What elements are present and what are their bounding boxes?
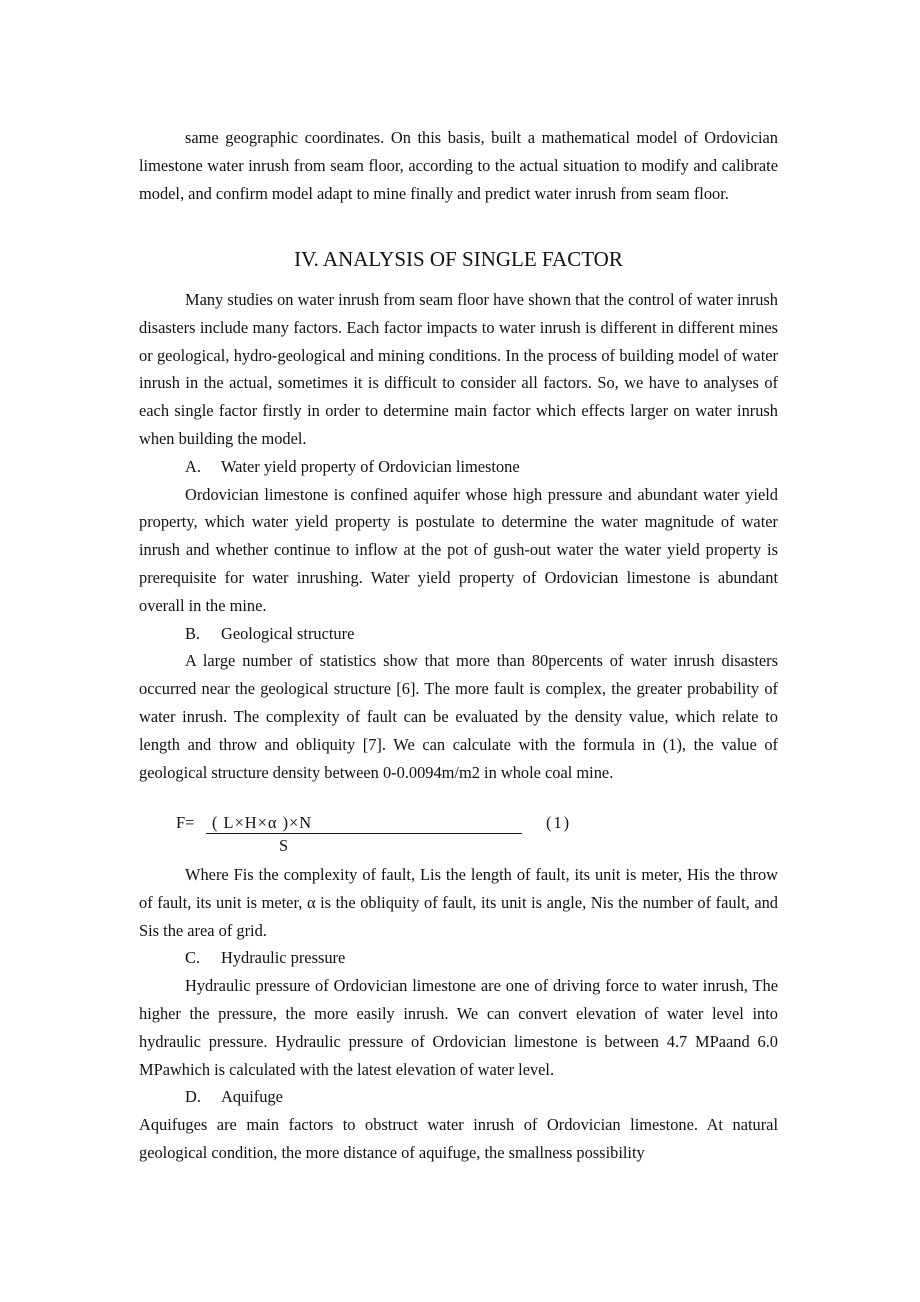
paragraph-hydraulic: Hydraulic pressure of Ordovician limestone are one of driving force to water inrush, The higher the pressure, the more easily inrush. We can convert elevation of water level into hydraulic pressure. Hydraulic pressure of Ordovician limestone is between 4.7 MPaand 6.0 MPawhich is calculated with the latest elevation of water level.: [139, 976, 778, 1079]
paragraph-geological: A large number of statistics show that more than 80percents of water inrush disasters occurred near the geological structure [6]. The more fault is complex, the greater probability of water inrush. The complexity of fault can be evaluated by the density value, which relate to length and throw and obliquity [7]. We can calculate with the formula in (1), the value of geological structure density between 0-0.0094m/m2 in whole coal mine.: [139, 651, 778, 782]
paragraph-water-yield: Ordovician limestone is confined aquifer whose high pressure and abundant water yield property, which water yield property is postulate to determine the water magnitude of water inrush and whether continue to inflow at the pot of gush-out water the water yield property is prerequisite for water inrushing. Water yield property of Ordovician limestone is abundant overall in the mine.: [139, 484, 778, 615]
paragraph-overview: Many studies on water inrush from seam floor have shown that the control of water inrush disasters include many factors. Each factor impacts to water inrush is different in different mines or geological, hydro-geological and mining conditions. In the process of building model of water inrush in the actual, sometimes it is difficult to consider all factors. So, we have to analyses of each single factor firstly in order to determine main factor which effects larger on water inrush when building the model.: [139, 290, 778, 448]
section-heading: IV. ANALYSIS OF SINGLE FACTOR: [294, 247, 623, 271]
subsection-d-heading: [139, 1083, 778, 1111]
paragraph-aquifuge: Aquifuges are main factors to obstruct water inrush of Ordovician limestone. At natural geological condition, the more distance of aquifuge, the smallness possibility: [139, 1115, 778, 1162]
equation-number: (1): [546, 813, 572, 832]
subsection-a-title: Water yield property of Ordovician limestone: [221, 456, 520, 476]
lower-block: [139, 861, 778, 1167]
paragraph-where: Where Fis the complexity of fault, Lis the length of fault, its unit is meter, His the throw of fault, its unit is meter, α is the obliquity of fault, its unit is angle, Nis the number of fault, and Sis the area of grid.: [139, 865, 778, 940]
subsection-b-label: B.: [185, 623, 201, 643]
subsection-b-title: Geological structure: [221, 623, 355, 643]
subsection-d-title: Aquifuge: [221, 1087, 283, 1107]
equation-1: [176, 813, 596, 859]
equation-denominator: S: [278, 836, 289, 855]
subsection-a-label: A.: [185, 456, 201, 476]
intro-block: [139, 124, 778, 207]
subsection-b-heading: [139, 620, 778, 648]
equation-lhs: F=: [176, 813, 195, 832]
main-block: [139, 286, 778, 786]
paragraph-intro: same geographic coordinates. On this basis, built a mathematical model of Ordovician limestone water inrush from seam floor, according to the actual situation to modify and calibrate model, and confirm model adapt to mine finally and predict water inrush from seam floor.: [139, 128, 778, 203]
equation-numerator: ( L×H×α )×N: [206, 813, 522, 834]
subsection-c-heading: [139, 944, 778, 972]
subsection-a-heading: [139, 453, 778, 481]
subsection-d-label: D.: [185, 1087, 201, 1107]
subsection-c-label: C.: [185, 948, 201, 968]
subsection-c-title: Hydraulic pressure: [221, 948, 346, 968]
